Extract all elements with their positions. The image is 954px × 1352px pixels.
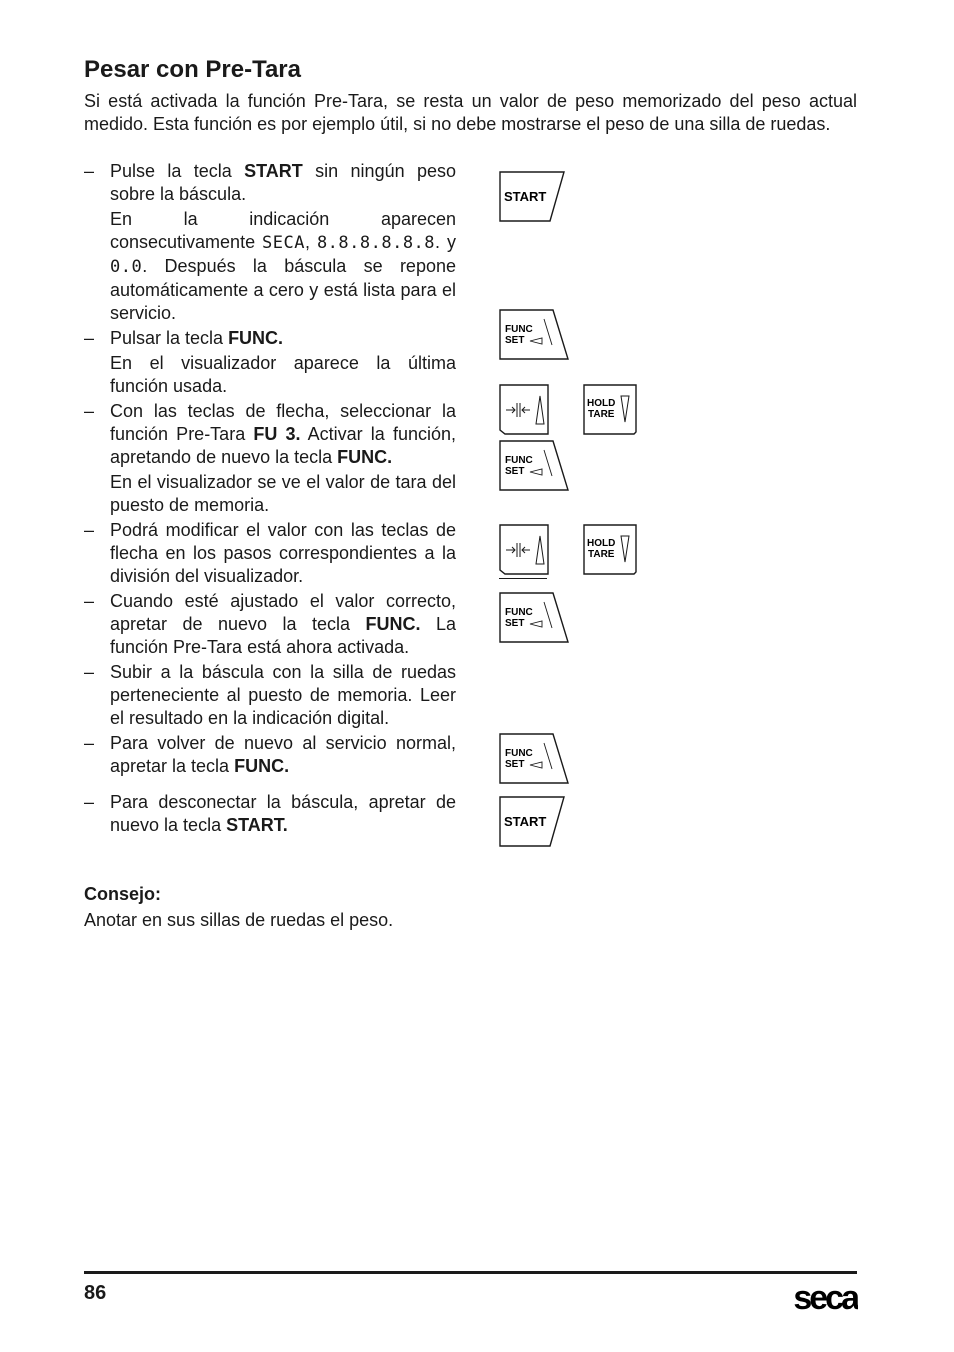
tip-title: Consejo: bbox=[84, 884, 162, 904]
bullet-dash: – bbox=[84, 733, 95, 753]
step-text: Con las teclas de flecha, seleccionar la función Pre-Tara FU 3. Activar la función, apretando de nuevo la tecla FUNC. bbox=[110, 401, 456, 467]
step-confirm-value bbox=[84, 590, 456, 659]
arrow-key bbox=[499, 384, 551, 436]
func-set-key bbox=[499, 440, 571, 492]
step-text: Para volver de nuevo al servicio normal, apretar la tecla FUNC. bbox=[110, 733, 456, 776]
step-text: Podrá modificar el valor con las teclas de flecha en los pasos correspondientes a la división del visualizador. bbox=[110, 520, 456, 586]
separator-line bbox=[499, 578, 547, 579]
seca-logo bbox=[778, 1276, 858, 1316]
step-text: Subir a la báscula con la silla de ruedas perteneciente al puesto de memoria. Leer el resultado en la indicación digital. bbox=[110, 662, 456, 728]
hold-tare-key bbox=[583, 524, 639, 576]
start-key bbox=[499, 171, 567, 223]
step-start bbox=[84, 160, 456, 325]
step-switch-off bbox=[84, 791, 456, 837]
page-title: Pesar con Pre-Tara bbox=[84, 56, 301, 83]
svg-text:FUNC: FUNC bbox=[505, 607, 533, 618]
func-set-key bbox=[499, 592, 571, 644]
step-weigh bbox=[84, 661, 456, 730]
svg-text:START: START bbox=[504, 189, 547, 204]
bullet-dash: – bbox=[84, 792, 95, 812]
svg-text:TARE: TARE bbox=[588, 409, 615, 420]
display-888888: 8.8.8.8.8.8 bbox=[316, 233, 436, 253]
svg-text:SET: SET bbox=[505, 759, 525, 770]
svg-text:seca: seca bbox=[793, 1279, 857, 1316]
step-select-function bbox=[84, 400, 456, 517]
tip-text: Anotar en sus sillas de ruedas el peso. bbox=[84, 910, 394, 930]
svg-text:SET: SET bbox=[505, 618, 525, 629]
svg-text:SET: SET bbox=[505, 335, 525, 346]
step-subtext: En el visualizador aparece la última función usada. bbox=[110, 353, 456, 396]
svg-text:START: START bbox=[504, 814, 547, 829]
svg-text:HOLD: HOLD bbox=[587, 398, 616, 409]
step-text: Para desconectar la báscula, apretar de nuevo la tecla START. bbox=[110, 792, 456, 835]
svg-text:TARE: TARE bbox=[588, 549, 615, 560]
svg-text:SET: SET bbox=[505, 466, 525, 477]
func-set-key bbox=[499, 733, 571, 785]
step-text: Pulsar la tecla FUNC. bbox=[110, 328, 284, 348]
svg-text:FUNC: FUNC bbox=[505, 748, 533, 759]
step-text: Cuando esté ajustado el valor correcto, apretar de nuevo la tecla FUNC. La función Pre-Tara está ahora activada. bbox=[110, 591, 456, 657]
start-key bbox=[499, 796, 567, 848]
display-seca: SECA bbox=[262, 233, 305, 253]
svg-text:FUNC: FUNC bbox=[505, 324, 533, 335]
intro-paragraph: Si está activada la función Pre-Tara, se resta un valor de peso memorizado del peso actual medido. Esta función es por ejemplo útil, si no debe mostrarse el peso de una silla de ruedas. bbox=[84, 91, 857, 134]
arrow-key bbox=[499, 524, 551, 576]
hold-tare-key bbox=[583, 384, 639, 436]
bullet-dash: – bbox=[84, 520, 95, 540]
step-normal-mode bbox=[84, 732, 456, 778]
svg-text:HOLD: HOLD bbox=[587, 538, 616, 549]
bullet-dash: – bbox=[84, 662, 95, 682]
display-00: 0.0 bbox=[110, 257, 143, 277]
page-number: 86 bbox=[84, 1282, 107, 1304]
step-subtext: En el visualizador se ve el valor de tara del puesto de memoria. bbox=[110, 472, 456, 515]
step-subtext: En la indicación aparecen consecutivamente SECA, 8.8.8.8.8.8. y 0.0. Después la báscula se repone automáticamente a cero y está lista para el servicio. bbox=[110, 209, 456, 323]
bullet-dash: – bbox=[84, 591, 95, 611]
step-modify-value bbox=[84, 519, 456, 588]
footer-rule bbox=[84, 1271, 857, 1274]
step-text: Pulse la tecla START sin ningún peso sobre la báscula. bbox=[110, 161, 456, 204]
bullet-dash: – bbox=[84, 161, 95, 181]
bullet-dash: – bbox=[84, 401, 95, 421]
steps-list bbox=[84, 160, 456, 837]
svg-text:FUNC: FUNC bbox=[505, 455, 533, 466]
step-func bbox=[84, 327, 456, 398]
bullet-dash: – bbox=[84, 328, 95, 348]
func-set-key bbox=[499, 309, 571, 361]
